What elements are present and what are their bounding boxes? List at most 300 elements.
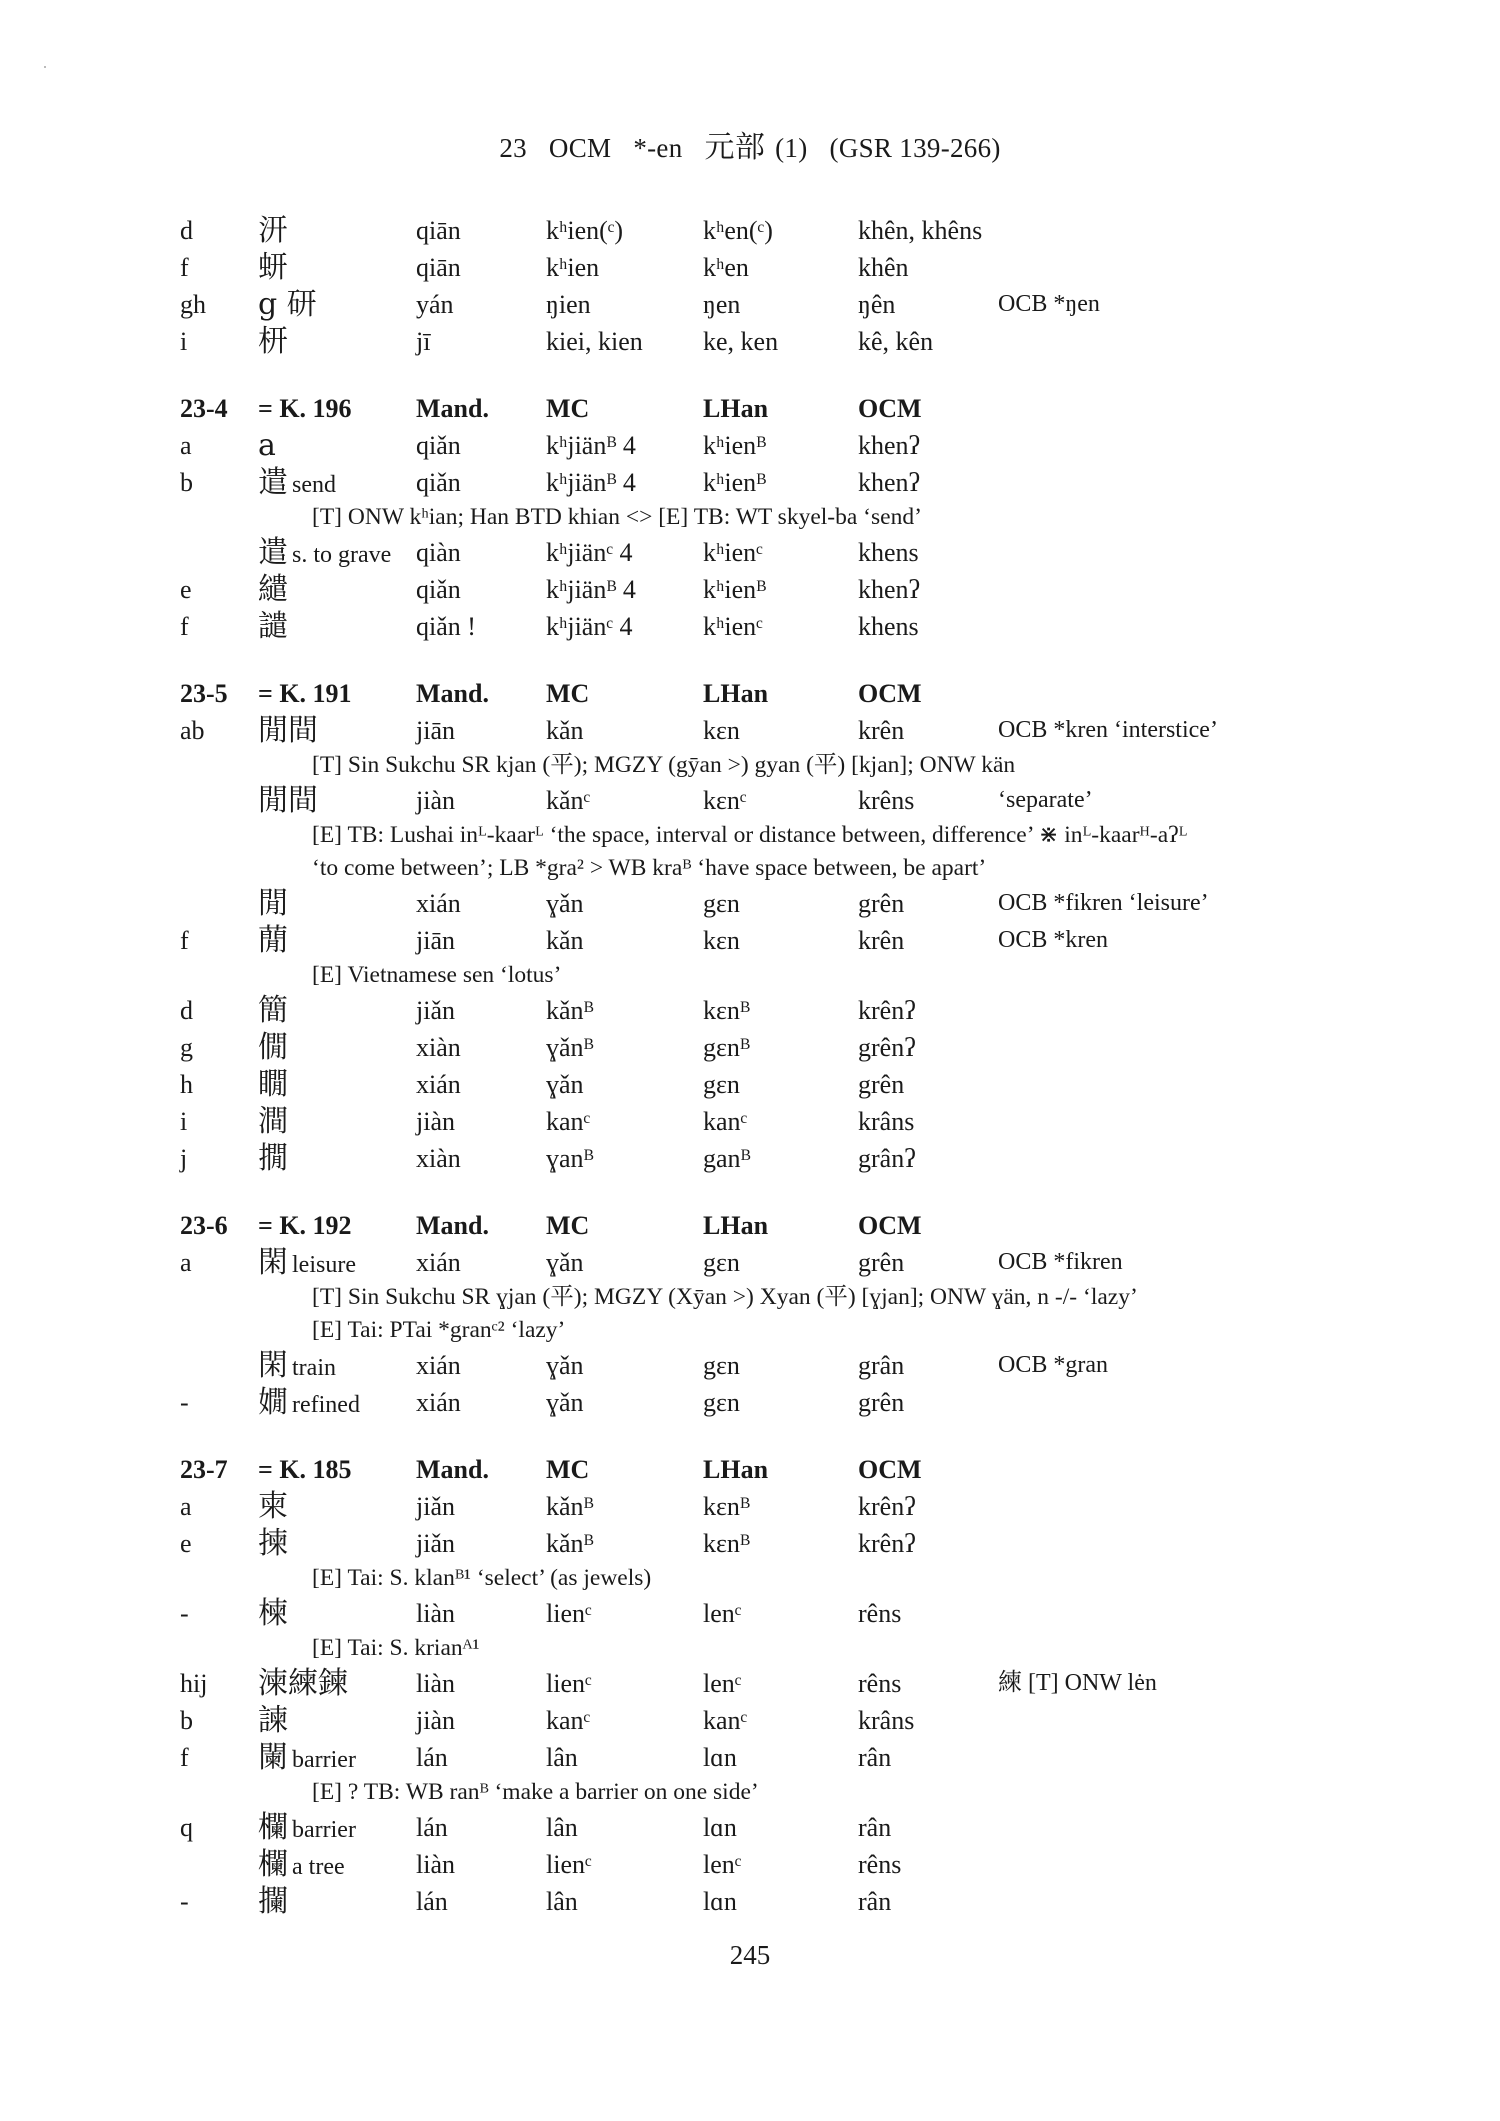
etymology-note: [E] Vietnamese sen ‘lotus’ xyxy=(312,962,562,988)
old-chinese-reading xyxy=(858,1595,901,1632)
old-chinese-reading xyxy=(858,571,920,608)
header-chinese: 元部 xyxy=(704,130,766,165)
series-header-row xyxy=(180,675,1360,712)
entry-character xyxy=(258,1846,345,1886)
mandarin-reading xyxy=(416,1883,448,1920)
middle-chinese-reading-text: kǎnᴮ xyxy=(546,1529,594,1558)
old-chinese-reading-text: rân xyxy=(858,1813,892,1842)
later-han-reading-text: kʰienᶜ xyxy=(703,612,763,641)
entry-character-text: = K. 191 xyxy=(258,679,352,708)
later-han-reading-text: lɑn xyxy=(703,1813,737,1842)
old-chinese-reading-text: krênʔ xyxy=(858,1529,916,1558)
middle-chinese-reading-text: kiei, kien xyxy=(546,327,643,356)
scan-speck xyxy=(44,66,46,68)
entry-letter xyxy=(180,427,192,464)
entry-character xyxy=(258,782,318,819)
entry-gloss: s. to grave xyxy=(292,542,392,568)
middle-chinese-reading xyxy=(546,1809,578,1846)
later-han-reading xyxy=(703,212,773,249)
old-chinese-reading-text: khens xyxy=(858,538,919,567)
mandarin-reading xyxy=(416,286,454,323)
later-han-reading xyxy=(703,782,747,819)
block-gap xyxy=(180,645,1360,675)
entry-character-text: = K. 185 xyxy=(258,1455,352,1484)
later-han-reading xyxy=(703,885,740,922)
table-row xyxy=(180,1488,1360,1525)
later-han-reading-text: kʰen(ᶜ) xyxy=(703,216,773,245)
mandarin-reading xyxy=(416,390,489,427)
old-chinese-reading xyxy=(858,534,919,571)
later-han-reading-text: kɛnᴮ xyxy=(703,996,750,1025)
entry-letter-text: hij xyxy=(180,1669,208,1698)
entry-character-text: 蚈 xyxy=(258,250,288,285)
old-chinese-reading-text: grênʔ xyxy=(858,1033,916,1062)
mandarin-reading-text: Mand. xyxy=(416,679,489,708)
middle-chinese-reading-text: ɣǎn xyxy=(546,1070,584,1099)
entry-letter xyxy=(180,1665,207,1702)
mandarin-reading xyxy=(416,885,461,922)
entry-letter-text: i xyxy=(180,1107,188,1136)
entry-character xyxy=(258,608,288,645)
later-han-reading-text: gɛn xyxy=(703,1388,740,1417)
mandarin-reading xyxy=(416,1347,461,1384)
entry-block xyxy=(180,675,1360,1177)
mandarin-reading-text: xián xyxy=(416,1070,461,1099)
entry-character xyxy=(258,464,336,504)
entry-character-text: 繾 xyxy=(258,572,288,607)
entry-block xyxy=(180,212,1360,360)
middle-chinese-reading-text: lân xyxy=(546,1887,578,1916)
middle-chinese-reading xyxy=(546,323,643,360)
later-han-reading-text: kɛn xyxy=(703,716,740,745)
mandarin-reading xyxy=(416,1384,461,1421)
mandarin-reading xyxy=(416,992,455,1029)
mandarin-reading-text: Mand. xyxy=(416,394,489,423)
entry-letter xyxy=(180,212,193,249)
middle-chinese-reading-text: kʰjiänᶜ 4 xyxy=(546,612,633,641)
mandarin-reading-text: qiān xyxy=(416,253,461,282)
old-chinese-reading-text: grên xyxy=(858,889,905,918)
entry-character xyxy=(258,1029,288,1066)
series-header-row xyxy=(180,1207,1360,1244)
later-han-reading-text: LHan xyxy=(703,1455,769,1484)
middle-chinese-reading xyxy=(546,1846,592,1883)
later-han-reading-text: kʰienᴮ xyxy=(703,468,767,497)
mandarin-reading-text: qiǎn xyxy=(416,468,461,497)
entry-letter-text: gh xyxy=(180,290,206,319)
middle-chinese-reading-text: MC xyxy=(546,1211,590,1240)
mandarin-reading xyxy=(416,712,455,749)
old-chinese-reading-text: rân xyxy=(858,1887,892,1916)
middle-chinese-reading xyxy=(546,712,584,749)
middle-chinese-reading-text: kʰjiänᴮ 4 xyxy=(546,468,636,497)
old-chinese-reading xyxy=(858,992,916,1029)
entry-character xyxy=(258,1665,348,1702)
table-row xyxy=(180,1029,1360,1066)
mandarin-reading-text: qiǎn ! xyxy=(416,612,476,641)
mandarin-reading-text: xián xyxy=(416,1248,461,1277)
etymology-note: [E] ? TB: WB ranᴮ ‘make a barrier on one side’ xyxy=(312,1779,759,1805)
table-row xyxy=(180,1347,1360,1384)
middle-chinese-reading-text: kǎnᴮ xyxy=(546,1492,594,1521)
middle-chinese-reading xyxy=(546,675,589,712)
mandarin-reading xyxy=(416,1207,489,1244)
old-chinese-reading-text: khenʔ xyxy=(858,431,921,460)
old-chinese-reading xyxy=(858,608,919,645)
entry-letter xyxy=(180,1488,192,1525)
old-chinese-reading-text: khenʔ xyxy=(858,575,921,604)
entry-letter-text: a xyxy=(180,431,192,460)
old-chinese-reading-text: krâns xyxy=(858,1107,915,1136)
later-han-reading xyxy=(703,608,763,645)
entry-character-text: 蕑 xyxy=(258,923,288,958)
old-chinese-reading xyxy=(858,1451,922,1488)
middle-chinese-reading-text: MC xyxy=(546,1455,590,1484)
etymology-note: ‘to come between’; LB *gra² > WB kraᴮ ‘have space between, be apart’ xyxy=(312,855,987,881)
mandarin-reading-text: qiān xyxy=(416,216,461,245)
middle-chinese-reading-text: ɣanᴮ xyxy=(546,1144,594,1173)
old-chinese-reading xyxy=(858,1347,904,1384)
block-gap xyxy=(180,1177,1360,1207)
entry-character xyxy=(258,571,288,608)
later-han-reading xyxy=(703,323,778,360)
table-row xyxy=(180,1525,1360,1562)
table-row xyxy=(180,1883,1360,1920)
etymology-note: [E] Tai: S. klanᴮ¹ ‘select’ (as jewels) xyxy=(312,1565,652,1591)
old-chinese-reading-text: OCM xyxy=(858,679,922,708)
mandarin-reading xyxy=(416,608,476,645)
later-han-reading xyxy=(703,1207,768,1244)
entry-character xyxy=(258,249,288,286)
old-chinese-reading-text: krâns xyxy=(858,1706,915,1735)
entry-character-text: 攔 xyxy=(258,1884,288,1919)
later-han-reading xyxy=(703,1595,741,1632)
entry-gloss: barrier xyxy=(292,1817,356,1843)
later-han-reading xyxy=(703,922,740,959)
entry-letter-text: b xyxy=(180,1706,193,1735)
entry-character-text: 闌 xyxy=(258,1740,288,1775)
entry-note-text: OCB *fikren xyxy=(998,1249,1123,1275)
header-rime: *-en xyxy=(633,133,683,163)
later-han-reading-text: lenᶜ xyxy=(703,1850,742,1879)
old-chinese-reading xyxy=(858,286,895,323)
later-han-reading-text: LHan xyxy=(703,679,769,708)
entry-character xyxy=(258,1525,288,1562)
middle-chinese-reading-text: kǎnᴮ xyxy=(546,996,594,1025)
entry-character xyxy=(258,286,317,323)
later-han-reading xyxy=(703,1846,741,1883)
later-han-reading-text: LHan xyxy=(703,1211,769,1240)
mandarin-reading-text: jiàn xyxy=(416,1107,455,1136)
entry-character xyxy=(258,534,391,574)
old-chinese-reading xyxy=(858,464,920,501)
old-chinese-reading-text: grânʔ xyxy=(858,1144,916,1173)
entry-letter-text: a xyxy=(180,1492,192,1521)
old-chinese-reading xyxy=(858,675,922,712)
entry-character-text: 楝 xyxy=(258,1596,288,1631)
mandarin-reading xyxy=(416,922,455,959)
entry-letter xyxy=(180,1140,187,1177)
block-gap xyxy=(180,360,1360,390)
table-row xyxy=(180,1244,1360,1281)
header-part: (1) xyxy=(775,133,808,163)
mandarin-reading-text: xiàn xyxy=(416,1033,461,1062)
middle-chinese-reading xyxy=(546,1066,584,1103)
entry-character xyxy=(258,675,352,712)
middle-chinese-reading xyxy=(546,534,633,571)
entry-note xyxy=(998,885,1209,922)
mandarin-reading-text: xián xyxy=(416,1388,461,1417)
entry-letter xyxy=(180,1702,193,1739)
entry-character xyxy=(258,922,288,959)
entry-letter xyxy=(180,1451,228,1488)
entry-character xyxy=(258,1883,288,1920)
middle-chinese-reading-text: kanᶜ xyxy=(546,1706,591,1735)
entry-character-text: 撊 xyxy=(258,1141,288,1176)
entry-character xyxy=(258,1739,356,1779)
entry-block xyxy=(180,1451,1360,1920)
middle-chinese-reading-text: kanᶜ xyxy=(546,1107,591,1136)
middle-chinese-reading-text: lienᶜ xyxy=(546,1669,592,1698)
entry-character-text: 柬 xyxy=(258,1489,288,1524)
old-chinese-reading xyxy=(858,1525,916,1562)
header-section: 23 xyxy=(499,133,527,163)
later-han-reading xyxy=(703,1451,768,1488)
middle-chinese-reading-text: lân xyxy=(546,1743,578,1772)
middle-chinese-reading xyxy=(546,1883,578,1920)
mandarin-reading xyxy=(416,1140,461,1177)
entry-note-text: 練 [T] ONW lėn xyxy=(998,1670,1157,1696)
middle-chinese-reading xyxy=(546,1103,590,1140)
middle-chinese-reading xyxy=(546,1029,594,1066)
entry-note-text: OCB *ŋen xyxy=(998,291,1100,317)
middle-chinese-reading-text: ɣǎn xyxy=(546,1388,584,1417)
mandarin-reading-text: liàn xyxy=(416,1599,455,1628)
table-row xyxy=(180,323,1360,360)
block-gap xyxy=(180,1421,1360,1451)
later-han-reading xyxy=(703,992,750,1029)
table-row xyxy=(180,1809,1360,1846)
entry-letter-text: f xyxy=(180,926,189,955)
later-han-reading xyxy=(703,249,749,286)
entry-block xyxy=(180,390,1360,645)
entry-character-text: 湅練鍊 xyxy=(258,1666,348,1701)
old-chinese-reading-text: krên xyxy=(858,926,905,955)
middle-chinese-reading xyxy=(546,1702,590,1739)
entry-gloss: train xyxy=(292,1355,336,1381)
later-han-reading-text: kɛnᶜ xyxy=(703,786,747,815)
entry-letter-text: e xyxy=(180,1529,192,1558)
entry-note xyxy=(998,782,1093,819)
later-han-reading-text: kɛnᴮ xyxy=(703,1492,750,1521)
entry-letter-text: i xyxy=(180,327,188,356)
table-row xyxy=(180,922,1360,959)
middle-chinese-reading-text: MC xyxy=(546,679,590,708)
entry-letter xyxy=(180,1525,192,1562)
middle-chinese-reading-text: kʰien(ᶜ) xyxy=(546,216,624,245)
entry-character xyxy=(258,1384,360,1424)
entry-character xyxy=(258,1451,352,1488)
entry-letter xyxy=(180,922,189,959)
entry-character xyxy=(258,712,318,749)
entry-character xyxy=(258,1207,352,1244)
mandarin-reading-text: xiàn xyxy=(416,1144,461,1173)
mandarin-reading-text: Mand. xyxy=(416,1211,489,1240)
entry-character-text: 遣 xyxy=(258,535,288,570)
table-row xyxy=(180,608,1360,645)
entry-block xyxy=(180,1207,1360,1421)
middle-chinese-reading xyxy=(546,922,584,959)
later-han-reading-text: gɛn xyxy=(703,1248,740,1277)
old-chinese-reading xyxy=(858,885,904,922)
old-chinese-reading-text: rêns xyxy=(858,1599,902,1628)
later-han-reading-text: LHan xyxy=(703,394,769,423)
mandarin-reading-text: qiǎn xyxy=(416,431,461,460)
old-chinese-reading-text: kê, kên xyxy=(858,327,934,356)
entry-letter-text: d xyxy=(180,216,193,245)
middle-chinese-reading-text: MC xyxy=(546,394,590,423)
entry-character-text: g 研 xyxy=(258,287,317,322)
table-row xyxy=(180,571,1360,608)
mandarin-reading-text: jiàn xyxy=(416,1706,455,1735)
table-row xyxy=(180,1140,1360,1177)
later-han-reading xyxy=(703,1809,737,1846)
entry-character xyxy=(258,1702,288,1739)
middle-chinese-reading-text: lân xyxy=(546,1813,578,1842)
old-chinese-reading xyxy=(858,1103,914,1140)
entry-character-text: 瞯 xyxy=(258,1067,288,1102)
entry-character-text: 枅 xyxy=(258,324,288,359)
old-chinese-reading xyxy=(858,1665,901,1702)
entry-gloss: send xyxy=(292,472,336,498)
entry-letter-text: q xyxy=(180,1813,193,1842)
entry-letter-text: j xyxy=(180,1144,188,1173)
old-chinese-reading xyxy=(858,1846,901,1883)
entry-letter-text: 23-7 xyxy=(180,1455,228,1484)
entry-letter xyxy=(180,1066,193,1103)
mandarin-reading-text: jiān xyxy=(416,716,455,745)
old-chinese-reading xyxy=(858,1207,922,1244)
entry-character xyxy=(258,1595,288,1632)
later-han-reading xyxy=(703,1488,750,1525)
mandarin-reading-text: xián xyxy=(416,1351,461,1380)
series-header-row xyxy=(180,1451,1360,1488)
entry-character xyxy=(258,323,288,360)
entry-character-text: = K. 192 xyxy=(258,1211,352,1240)
etymology-note: [T] ONW kʰian; Han BTD khian <> [E] TB: WT skyel-ba ‘send’ xyxy=(312,504,922,530)
later-han-reading xyxy=(703,1739,737,1776)
middle-chinese-reading-text: kǎn xyxy=(546,716,584,745)
old-chinese-reading xyxy=(858,1066,904,1103)
middle-chinese-reading xyxy=(546,1665,592,1702)
old-chinese-reading-text: khên xyxy=(858,253,909,282)
entry-letter xyxy=(180,323,187,360)
old-chinese-reading xyxy=(858,1384,904,1421)
old-chinese-reading xyxy=(858,323,933,360)
etymology-note: [T] Sin Sukchu SR ɣjan (平); MGZY (Xȳan >) Xyan (平) [ɣjan]; ONW ɣän, n -/- ‘lazy’ xyxy=(312,1284,1138,1310)
entry-letter-text: e xyxy=(180,575,192,604)
mandarin-reading xyxy=(416,1103,455,1140)
entry-note xyxy=(998,286,1100,323)
entry-character xyxy=(258,992,288,1029)
mandarin-reading-text: jī xyxy=(416,327,431,356)
entry-character-text: 欄 xyxy=(258,1847,288,1882)
later-han-reading-text: ke, ken xyxy=(703,327,779,356)
old-chinese-reading xyxy=(858,390,922,427)
table-row xyxy=(180,427,1360,464)
table-row xyxy=(180,1066,1360,1103)
later-han-reading-text: lɑn xyxy=(703,1887,737,1916)
old-chinese-reading-text: krênʔ xyxy=(858,1492,916,1521)
entry-letter-text: h xyxy=(180,1070,193,1099)
table-row xyxy=(180,1384,1360,1421)
middle-chinese-reading xyxy=(546,249,599,286)
old-chinese-reading-text: grên xyxy=(858,1388,905,1417)
old-chinese-reading xyxy=(858,249,909,286)
entry-letter-text: d xyxy=(180,996,193,1025)
later-han-reading-text: kɛnᴮ xyxy=(703,1529,750,1558)
entry-letter-text: g xyxy=(180,1033,193,1062)
later-han-reading-text: kʰienᶜ xyxy=(703,538,763,567)
entry-character-text: 閒 xyxy=(258,886,288,921)
entry-character-text: 閒間 xyxy=(258,713,318,748)
entry-character-text: 遣 xyxy=(258,465,288,500)
entry-note-text: ‘separate’ xyxy=(998,787,1093,813)
mandarin-reading xyxy=(416,1846,455,1883)
old-chinese-reading-text: khens xyxy=(858,612,919,641)
table-row xyxy=(180,1846,1360,1883)
later-han-reading xyxy=(703,1883,737,1920)
entry-letter-text: - xyxy=(180,1599,189,1628)
later-han-reading xyxy=(703,675,768,712)
later-han-reading-text: lenᶜ xyxy=(703,1669,742,1698)
old-chinese-reading-text: grân xyxy=(858,1351,905,1380)
middle-chinese-reading-text: ɣǎn xyxy=(546,1351,584,1380)
later-han-reading xyxy=(703,464,766,501)
entry-letter xyxy=(180,464,193,501)
old-chinese-reading xyxy=(858,427,920,464)
later-han-reading xyxy=(703,1347,740,1384)
entry-note xyxy=(998,1347,1108,1384)
mandarin-reading-text: jiǎn xyxy=(416,996,455,1025)
table-row xyxy=(180,534,1360,571)
middle-chinese-reading-text: kʰjiänᴮ 4 xyxy=(546,575,636,604)
later-han-reading-text: ŋen xyxy=(703,290,741,319)
entry-letter-text: - xyxy=(180,1887,189,1916)
later-han-reading-text: kʰienᴮ xyxy=(703,575,767,604)
middle-chinese-reading xyxy=(546,1739,578,1776)
entry-letter-text: - xyxy=(180,1388,189,1417)
entry-gloss: leisure xyxy=(292,1252,356,1278)
later-han-reading xyxy=(703,571,766,608)
mandarin-reading xyxy=(416,1739,448,1776)
table-row xyxy=(180,249,1360,286)
later-han-reading xyxy=(703,1244,740,1281)
middle-chinese-reading-text: ɣǎn xyxy=(546,1248,584,1277)
entry-gloss: a tree xyxy=(292,1854,345,1880)
middle-chinese-reading xyxy=(546,885,584,922)
middle-chinese-reading-text: ɣǎnᴮ xyxy=(546,1033,594,1062)
entry-letter xyxy=(180,1244,192,1281)
middle-chinese-reading xyxy=(546,1140,594,1177)
mandarin-reading xyxy=(416,249,461,286)
later-han-reading-text: lenᶜ xyxy=(703,1599,742,1628)
entry-letter-text: b xyxy=(180,468,193,497)
entry-letter xyxy=(180,286,206,323)
entry-letter-text: f xyxy=(180,612,189,641)
entry-character xyxy=(258,1103,288,1140)
mandarin-reading xyxy=(416,464,461,501)
